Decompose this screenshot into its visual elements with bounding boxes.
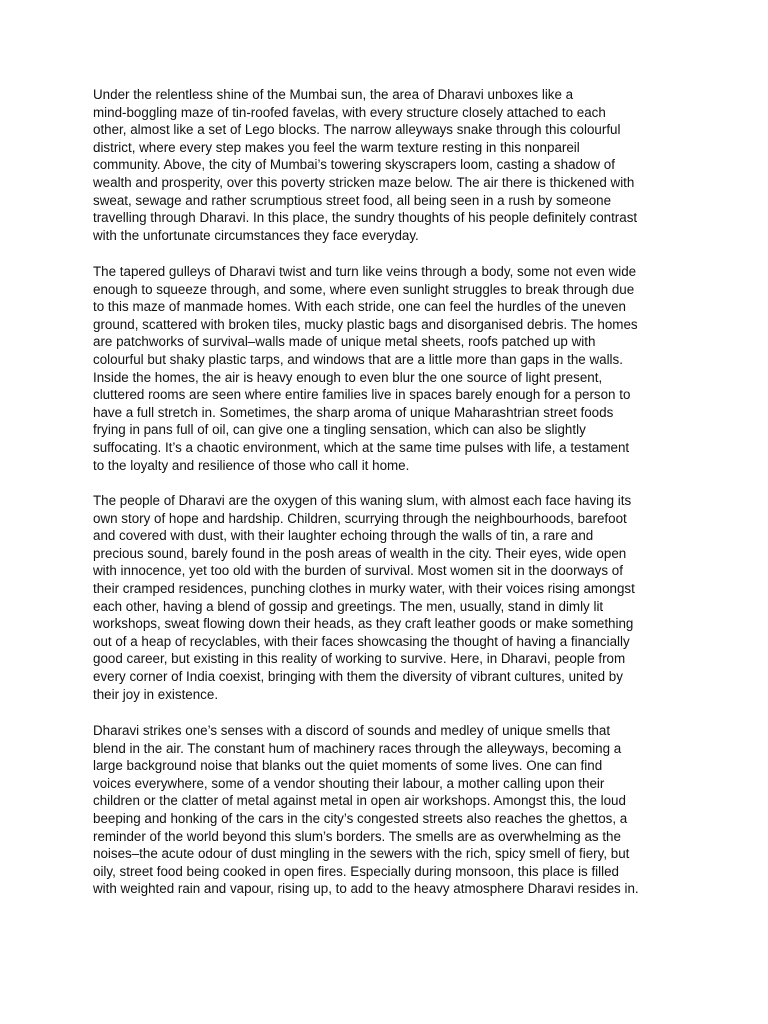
paragraph-line: sweat, sewage and rather scrumptious street food, all being seen in a rush by someone [93,192,612,208]
paragraph-line: to the loyalty and resilience of those who call it home. [93,457,410,473]
paragraph-line: own story of hope and hardship. Children, scurrying through the neighbourhoods, barefoot [93,510,627,526]
paragraph-line: each other, having a blend of gossip and greetings. The men, usually, stand in dimly lit [93,598,604,614]
paragraph-line: Dharavi strikes one’s senses with a discord of sounds and medley of unique smells that [93,723,611,738]
paragraph-line: reminder of the world beyond this slum’s borders. The smells are as overwhelming as the [93,828,621,844]
paragraph-line: community. Above, the city of Mumbai’s towering skyscrapers loom, casting a shadow of [93,157,615,173]
paragraph-4 [93,722,671,898]
paragraph-line: to this maze of manmade homes. With each stride, one can feel the hurdles of the uneven [93,299,626,315]
paragraph-line: frying in pans full of oil, can give one a tingling sensation, which can also be slightly [93,422,586,438]
paragraph-line: district, where every step makes you feel the warm texture resting in this nonpareil [93,139,580,155]
paragraph-line: precious sound, barely found in the posh areas of wealth in the city. Their eyes, wide open [93,545,627,561]
paragraph-line: noises–the acute odour of dust mingling in the sewers with the rich, spicy smell of fiery, but [93,846,630,862]
paragraph-line: oily, street food being cooked in open fires. Especially during monsoon, this place is filled [93,863,620,879]
paragraph-line: workshops, sweat flowing down their heads, as they craft leather goods or make something [93,616,634,632]
paragraph-2 [93,263,671,474]
paragraph-line: with the unfortunate circumstances they face everyday. [93,227,419,243]
paragraph-line: their joy in existence. [93,686,219,702]
paragraph-line: Inside the homes, the air is heavy enough to even blur the one source of light present, [93,369,603,385]
paragraph-line: ground, scattered with broken tiles, mucky plastic bags and disorganised debris. The homes [93,316,638,332]
paragraph-line: beeping and honking of the cars in the city’s congested streets also reaches the ghettos, a [93,810,628,826]
paragraph-line: enough to squeeze through, and some, where even sunlight struggles to break through due [93,281,635,297]
paragraph-line: every corner of India coexist, bringing with them the diversity of vibrant cultures, united by [93,668,623,684]
paragraph-line: have a full stretch in. Sometimes, the sharp aroma of unique Maharashtrian street foods [93,404,614,420]
paragraph-line: mind-boggling maze of tin-roofed favelas, with every structure closely attached to each [93,104,606,120]
paragraph-line: Under the relentless shine of the Mumbai sun, the area of Dharavi unboxes like a [93,87,574,102]
paragraph-line: cluttered rooms are seen where entire families live in spaces barely enough for a person to [93,387,631,403]
paragraph-line: their cramped residences, punching clothes in murky water, with their voices rising amongst [93,580,635,596]
paragraph-line: The people of Dharavi are the oxygen of this waning slum, with almost each face having its [93,493,632,508]
paragraph-line: children or the clatter of metal against metal in open air workshops. Amongst this, the loud [93,793,626,809]
paragraph-line: are patchworks of survival–walls made of unique metal sheets, roofs patched up with [93,334,596,350]
paragraph-line: out of a heap of recyclables, with their faces showcasing the thought of having a financially [93,633,630,649]
paragraph-line: and covered with dust, with their laughter echoing through the walls of tin, a rare and [93,528,594,544]
paragraph-1 [93,86,671,244]
paragraph-3 [93,492,671,703]
paragraph-line: large background noise that blanks out the quiet moments of some lives. One can find [93,758,603,774]
paragraph-line: with innocence, yet too old with the burden of survival. Most women sit in the doorways of [93,563,623,579]
paragraph-line: colourful but shaky plastic tarps, and windows that are a little more than gaps in the walls. [93,351,623,367]
paragraph-line: voices everywhere, some of a vendor shouting their labour, a mother calling upon their [93,775,605,791]
paragraph-line: travelling through Dharavi. In this place, the sundry thoughts of his people definitely contrast [93,210,638,226]
paragraph-line: good career, but existing in this reality of working to survive. Here, in Dharavi, people from [93,651,626,667]
paragraph-line: blend in the air. The constant hum of machinery races through the alleyways, becoming a [93,740,622,756]
paragraph-line: The tapered gulleys of Dharavi twist and turn like veins through a body, some not even wide [93,264,637,279]
paragraph-line: suffocating. It’s a chaotic environment, which at the same time pulses with life, a testament [93,439,630,455]
paragraph-line: wealth and prosperity, over this poverty stricken maze below. The air there is thickened with [93,174,635,190]
paragraph-line: with weighted rain and vapour, rising up, to add to the heavy atmosphere Dharavi resides in. [93,881,639,897]
paragraph-line: other, almost like a set of Lego blocks. The narrow alleyways snake through this colourful [93,122,621,138]
